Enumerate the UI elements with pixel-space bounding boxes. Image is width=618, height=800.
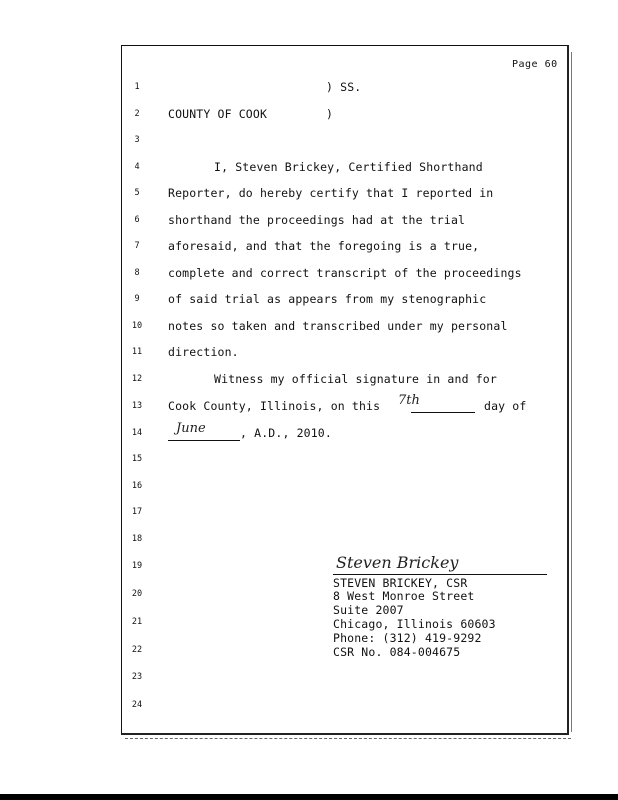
certification-line: shorthand the proceedings had at the trial	[168, 213, 466, 227]
line-number: 13	[131, 401, 143, 411]
certification-line: I, Steven Brickey, Certified Shorthand	[214, 160, 483, 174]
line-number: 4	[134, 162, 140, 172]
line-number: 14	[131, 428, 143, 438]
certification-line: direction.	[168, 345, 239, 359]
page-number: Page 60	[512, 59, 558, 70]
witness-line: Cook County, Illinois, on this	[168, 399, 381, 413]
line-number: 10	[131, 321, 143, 331]
certification-line: complete and correct transcript of the proceedings	[168, 266, 522, 280]
certification-line: of said trial as appears from my stenographic	[168, 292, 487, 306]
reporter-city: Chicago, Illinois 60603	[333, 617, 496, 631]
line-number: 17	[131, 507, 143, 517]
line-number: 21	[131, 617, 143, 627]
line-number: 9	[134, 294, 140, 304]
line-number: 16	[131, 481, 143, 491]
line-number: 23	[131, 672, 143, 682]
witness-line: Witness my official signature in and for	[214, 372, 497, 386]
reporter-phone: Phone: (312) 419-9292	[333, 631, 482, 645]
line-number: 5	[134, 188, 140, 198]
line-number: 7	[134, 241, 140, 251]
county-paren: )	[326, 107, 334, 121]
reporter-name: STEVEN BRICKEY, CSR	[333, 576, 468, 590]
certification-line: aforesaid, and that the foregoing is a true,	[168, 239, 480, 253]
line-number: 18	[131, 534, 143, 544]
signature-image: Steven Brickey	[336, 553, 459, 572]
bottom-border	[0, 794, 618, 800]
line-number: 19	[131, 561, 143, 571]
line-number: 22	[131, 645, 143, 655]
handwritten-month: June	[176, 421, 206, 436]
day-blank-line	[411, 412, 475, 413]
county-label: COUNTY OF COOK	[168, 107, 268, 121]
line-number: 20	[131, 589, 143, 599]
month-blank-line	[168, 440, 240, 441]
line-number: 6	[134, 215, 140, 225]
reporter-suite: Suite 2007	[333, 603, 404, 617]
reporter-csr-number: CSR No. 084-004675	[333, 645, 461, 659]
reporter-address: 8 West Monroe Street	[333, 589, 475, 603]
line-number: 1	[134, 82, 140, 92]
handwritten-day: 7th	[398, 393, 420, 408]
line-number: 8	[134, 268, 140, 278]
line-number: 2	[134, 109, 140, 119]
line-number: 15	[131, 454, 143, 464]
line-number: 3	[134, 135, 140, 145]
witness-line: day of	[484, 399, 527, 413]
signature-line	[333, 574, 547, 575]
certification-line: Reporter, do hereby certify that I reported in	[168, 186, 494, 200]
line-number: 11	[131, 347, 143, 357]
line-number: 12	[131, 374, 143, 384]
page-edge-bottom	[125, 736, 571, 739]
certification-line: notes so taken and transcribed under my personal	[168, 319, 508, 333]
line-number: 24	[131, 700, 143, 710]
page-edge-right	[568, 52, 572, 732]
date-line: , A.D., 2010.	[240, 426, 332, 440]
venue-ss: ) SS.	[326, 80, 362, 94]
